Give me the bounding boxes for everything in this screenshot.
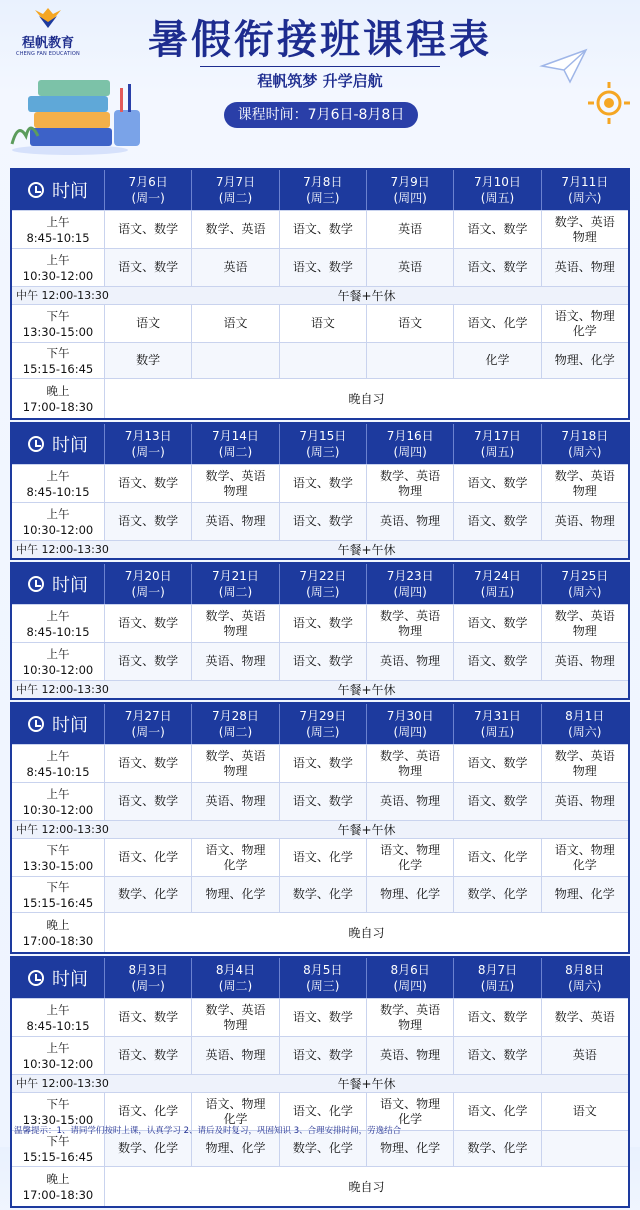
clock-icon — [28, 716, 44, 732]
subject-cell: 语文、化学 — [280, 839, 367, 876]
subject-cell: 英语、物理 — [367, 503, 454, 540]
time-slot-row-am2 — [12, 642, 628, 680]
subject-cell: 数学、英语 物理 — [192, 605, 279, 642]
subject-cell — [542, 1131, 628, 1166]
subject-cell: 数学、英语 — [192, 211, 279, 248]
time-column-header — [12, 424, 105, 464]
subject-cell: 英语、物理 — [192, 643, 279, 680]
subject-cell: 语文、数学 — [454, 745, 541, 782]
time-slot-row-pm2 — [12, 342, 628, 378]
subject-cell: 语文、化学 — [105, 1093, 192, 1130]
subject-cell: 数学、化学 — [454, 877, 541, 912]
subject-cell: 语文、物理 化学 — [192, 839, 279, 876]
subject-cell: 数学、英语 物理 — [192, 465, 279, 502]
time-header-label: 时间 — [52, 715, 88, 736]
time-slot-row-am1 — [12, 998, 628, 1036]
subject-cell: 语文、数学 — [454, 503, 541, 540]
subject-cell: 语文、物理 化学 — [192, 1093, 279, 1130]
time-slot-label: 上午 10:30-12:00 — [12, 783, 105, 820]
subject-cell: 数学 — [105, 343, 192, 378]
evening-study-label: 晚自习 — [348, 392, 385, 406]
logo-subtitle: CHENG FAN EDUCATION — [16, 51, 80, 57]
time-slot-label: 上午 8:45-10:15 — [12, 999, 105, 1036]
subject-cell: 数学、化学 — [105, 877, 192, 912]
subject-cell: 语文 — [192, 305, 279, 342]
subject-cell — [192, 343, 279, 378]
lunch-time-label: 中午 12:00-13:30 — [16, 1077, 109, 1090]
subject-cell: 语文、数学 — [280, 465, 367, 502]
paper-plane-icon — [540, 46, 590, 90]
subject-cell: 化学 — [454, 343, 541, 378]
day-header: 7月15日 (周三) — [280, 424, 367, 464]
time-slot-label: 上午 8:45-10:15 — [12, 745, 105, 782]
subject-cell: 语文、数学 — [280, 745, 367, 782]
time-slot-label: 晚上 17:00-18:30 — [12, 913, 105, 952]
day-header: 7月10日 (周五) — [454, 170, 541, 210]
clock-icon — [28, 576, 44, 592]
day-header: 7月21日 (周二) — [192, 564, 279, 604]
time-slot-label: 晚上 17:00-18:30 — [12, 379, 105, 418]
subject-cell: 语文、物理 化学 — [554, 842, 615, 872]
day-header: 7月8日 (周三) — [280, 170, 367, 210]
time-slot-label: 上午 10:30-12:00 — [12, 249, 105, 286]
subject-cell: 语文、数学 — [105, 605, 192, 642]
time-header-label: 时间 — [52, 181, 88, 202]
week-header-row — [12, 564, 628, 604]
day-header: 7月6日 (周一) — [105, 170, 192, 210]
day-header: 7月22日 (周三) — [280, 564, 367, 604]
day-header: 7月30日 (周四) — [367, 704, 454, 744]
sun-icon — [586, 80, 632, 130]
subject-cell: 语文、物理 化学 — [554, 308, 615, 338]
lunch-time-label: 中午 12:00-13:30 — [16, 683, 109, 696]
subject-cell: 数学、英语 物理 — [554, 468, 615, 498]
evening-study-label: 晚自习 — [348, 1180, 385, 1194]
time-slot-row-am2 — [12, 502, 628, 540]
subject-cell: 语文、化学 — [280, 1093, 367, 1130]
subject-cell: 数学、化学 — [105, 1131, 192, 1166]
subject-cell: 语文、数学 — [105, 503, 192, 540]
subject-cell: 数学、英语 物理 — [192, 999, 279, 1036]
day-header: 7月23日 (周四) — [367, 564, 454, 604]
subject-cell — [367, 343, 454, 378]
subject-cell: 语文 — [367, 305, 454, 342]
time-slot-row-am1 — [12, 744, 628, 782]
subject-cell: 物理、化学 — [192, 877, 279, 912]
schedule-week-1 — [10, 168, 630, 420]
day-header: 7月18日 (周六) — [561, 429, 609, 459]
time-slot-row-pm1 — [12, 304, 628, 342]
time-slot-label: 下午 15:15-16:45 — [12, 1131, 105, 1166]
subject-cell: 英语、物理 — [542, 503, 628, 540]
subject-cell: 语文、数学 — [105, 999, 192, 1036]
time-slot-label: 上午 10:30-12:00 — [12, 1037, 105, 1074]
subject-cell: 物理、化学 — [367, 1131, 454, 1166]
day-header: 8月6日 (周四) — [367, 958, 454, 998]
day-header: 8月4日 (周二) — [192, 958, 279, 998]
subject-cell: 语文、数学 — [105, 745, 192, 782]
subject-cell: 语文、化学 — [105, 839, 192, 876]
day-header: 7月14日 (周二) — [192, 424, 279, 464]
logo-name: 程帆教育 — [21, 36, 74, 51]
subject-cell: 语文、数学 — [105, 211, 192, 248]
subject-cell: 数学、英语 物理 — [367, 465, 454, 502]
subject-cell: 语文、数学 — [280, 249, 367, 286]
time-slot-row-eve — [12, 912, 628, 952]
week-header-row — [12, 170, 628, 210]
week-header-row — [12, 424, 628, 464]
lunch-break-row — [12, 680, 628, 698]
lunch-break-label: 午餐+午休 — [337, 1077, 396, 1091]
lunch-time-label: 中午 12:00-13:30 — [16, 543, 109, 556]
day-header: 7月27日 (周一) — [105, 704, 192, 744]
time-slot-row-pm2 — [12, 876, 628, 912]
subject-cell: 数学、化学 — [454, 1131, 541, 1166]
time-slot-label: 晚上 17:00-18:30 — [12, 1167, 105, 1206]
subject-cell: 语文 — [105, 305, 192, 342]
schedule-table — [10, 168, 630, 1210]
subject-cell: 语文、数学 — [280, 503, 367, 540]
subject-cell — [280, 343, 367, 378]
lunch-time-label: 中午 12:00-13:30 — [16, 823, 109, 836]
subject-cell: 语文、数学 — [454, 249, 541, 286]
subject-cell: 英语 — [367, 211, 454, 248]
day-header: 7月7日 (周二) — [192, 170, 279, 210]
lunch-break-label: 午餐+午休 — [337, 543, 396, 557]
subject-cell: 数学、英语 物理 — [192, 745, 279, 782]
time-slot-row-am1 — [12, 604, 628, 642]
subject-cell: 数学、英语 物理 — [367, 605, 454, 642]
time-slot-row-am1 — [12, 210, 628, 248]
subject-cell: 语文、数学 — [280, 605, 367, 642]
day-header: 7月25日 (周六) — [561, 569, 609, 599]
lunch-break-row — [12, 286, 628, 304]
day-header: 7月28日 (周二) — [192, 704, 279, 744]
time-slot-label: 下午 13:30-15:00 — [12, 305, 105, 342]
lunch-time-label: 中午 12:00-13:30 — [16, 289, 109, 302]
lunch-break-label: 午餐+午休 — [337, 683, 396, 697]
week-header-row — [12, 958, 628, 998]
time-slot-row-am1 — [12, 464, 628, 502]
day-header: 8月7日 (周五) — [454, 958, 541, 998]
subject-cell: 语文、数学 — [280, 211, 367, 248]
time-slot-row-am2 — [12, 248, 628, 286]
subject-cell: 数学、英语 物理 — [554, 748, 615, 778]
day-header: 8月5日 (周三) — [280, 958, 367, 998]
subject-cell: 语文、数学 — [280, 1037, 367, 1074]
day-header: 7月20日 (周一) — [105, 564, 192, 604]
subject-cell: 语文、数学 — [105, 783, 192, 820]
subject-cell: 英语、物理 — [192, 783, 279, 820]
clock-icon — [28, 182, 44, 198]
day-header: 8月1日 (周六) — [565, 709, 605, 739]
week-header-row — [12, 704, 628, 744]
subject-cell: 语文、数学 — [454, 1037, 541, 1074]
schedule-week-5 — [10, 956, 630, 1208]
clock-icon — [28, 436, 44, 452]
day-header: 7月13日 (周一) — [105, 424, 192, 464]
subject-cell: 数学、化学 — [280, 1131, 367, 1166]
time-slot-row-eve — [12, 1166, 628, 1206]
subject-cell: 英语 — [367, 249, 454, 286]
subject-cell: 英语 — [192, 249, 279, 286]
schedule-week-4 — [10, 702, 630, 954]
subject-cell: 英语、物理 — [367, 783, 454, 820]
time-slot-row-eve — [12, 378, 628, 418]
subject-cell: 语文、物理 化学 — [367, 839, 454, 876]
subject-cell: 语文、数学 — [105, 465, 192, 502]
subtitle-divider — [200, 66, 440, 67]
subject-cell: 语文、数学 — [280, 999, 367, 1036]
subject-cell: 语文、数学 — [454, 643, 541, 680]
subject-cell: 语文、数学 — [454, 999, 541, 1036]
time-slot-row-am2 — [12, 782, 628, 820]
time-slot-label: 下午 13:30-15:00 — [12, 1093, 105, 1130]
time-column-header — [12, 958, 105, 998]
books-illustration-icon — [10, 70, 150, 156]
subject-cell: 英语、物理 — [192, 1037, 279, 1074]
header — [0, 0, 640, 168]
subject-cell: 英语、物理 — [192, 503, 279, 540]
subject-cell: 语文 — [280, 305, 367, 342]
subject-cell: 数学、英语 — [554, 1010, 615, 1024]
day-header: 7月31日 (周五) — [454, 704, 541, 744]
subject-cell: 语文、化学 — [454, 305, 541, 342]
day-header: 7月16日 (周四) — [367, 424, 454, 464]
time-column-header — [12, 704, 105, 744]
subject-cell: 语文、数学 — [454, 465, 541, 502]
time-slot-label: 上午 8:45-10:15 — [12, 211, 105, 248]
subject-cell: 物理、化学 — [542, 343, 628, 378]
subject-cell: 语文、数学 — [454, 605, 541, 642]
day-header: 7月11日 (周六) — [561, 175, 609, 205]
subject-cell: 物理、化学 — [367, 877, 454, 912]
subject-cell: 语文、数学 — [105, 1037, 192, 1074]
lunch-break-row — [12, 540, 628, 558]
time-slot-row-am2 — [12, 1036, 628, 1074]
subject-cell: 物理、化学 — [192, 1131, 279, 1166]
time-slot-label: 上午 10:30-12:00 — [12, 503, 105, 540]
day-header: 8月8日 (周六) — [565, 963, 605, 993]
time-slot-label: 下午 15:15-16:45 — [12, 343, 105, 378]
subject-cell: 数学、英语 物理 — [554, 608, 615, 638]
subject-cell: 语文、化学 — [454, 839, 541, 876]
page-title: 暑假衔接班课程表 — [148, 17, 492, 63]
subject-cell: 语文、物理 化学 — [367, 1093, 454, 1130]
clock-icon — [28, 970, 44, 986]
reminder-note: 温馨提示：1、请同学们按时上课，认真学习 2、请后及时复习，巩固知识 3、合理安排时间，劳逸结合 — [14, 1126, 402, 1136]
day-header: 8月3日 (周一) — [105, 958, 192, 998]
subject-cell: 英语 — [542, 1037, 628, 1074]
page-subtitle: 程帆筑梦 升学启航 — [257, 72, 383, 90]
time-slot-label: 上午 8:45-10:15 — [12, 465, 105, 502]
subject-cell: 数学、化学 — [280, 877, 367, 912]
schedule-week-2 — [10, 422, 630, 560]
subject-cell: 英语、物理 — [542, 249, 628, 286]
subject-cell: 数学、英语 物理 — [367, 999, 454, 1036]
schedule-week-3 — [10, 562, 630, 700]
subject-cell: 数学、英语 物理 — [367, 745, 454, 782]
day-header: 7月17日 (周五) — [454, 424, 541, 464]
lunch-break-row — [12, 820, 628, 838]
course-period-badge: 课程时间：7月6日-8月8日 — [224, 102, 418, 128]
time-header-label: 时间 — [52, 435, 88, 456]
subject-cell: 英语、物理 — [542, 643, 628, 680]
subject-cell: 语文、化学 — [454, 1093, 541, 1130]
time-slot-label: 下午 15:15-16:45 — [12, 877, 105, 912]
subject-cell: 语文、数学 — [105, 643, 192, 680]
day-header: 7月24日 (周五) — [454, 564, 541, 604]
lunch-break-row — [12, 1074, 628, 1092]
time-slot-label: 上午 10:30-12:00 — [12, 643, 105, 680]
time-slot-label: 下午 13:30-15:00 — [12, 839, 105, 876]
lunch-break-label: 午餐+午休 — [337, 289, 396, 303]
subject-cell: 英语、物理 — [367, 643, 454, 680]
subject-cell: 英语、物理 — [542, 783, 628, 820]
lunch-break-label: 午餐+午休 — [337, 823, 396, 837]
subject-cell: 语文、数学 — [454, 211, 541, 248]
day-header: 7月29日 (周三) — [280, 704, 367, 744]
time-column-header — [12, 170, 105, 210]
day-header: 7月9日 (周四) — [367, 170, 454, 210]
time-column-header — [12, 564, 105, 604]
time-slot-label: 上午 8:45-10:15 — [12, 605, 105, 642]
subject-cell: 语文、数学 — [454, 783, 541, 820]
subject-cell: 语文 — [572, 1104, 597, 1118]
subject-cell: 语文、数学 — [280, 783, 367, 820]
evening-study-label: 晚自习 — [348, 926, 385, 940]
time-header-label: 时间 — [52, 575, 88, 596]
subject-cell: 物理、化学 — [542, 877, 628, 912]
time-header-label: 时间 — [52, 969, 88, 990]
subject-cell: 数学、英语 物理 — [554, 214, 615, 244]
subject-cell: 语文、数学 — [105, 249, 192, 286]
time-slot-row-pm1 — [12, 838, 628, 876]
subject-cell: 语文、数学 — [280, 643, 367, 680]
subject-cell: 英语、物理 — [367, 1037, 454, 1074]
